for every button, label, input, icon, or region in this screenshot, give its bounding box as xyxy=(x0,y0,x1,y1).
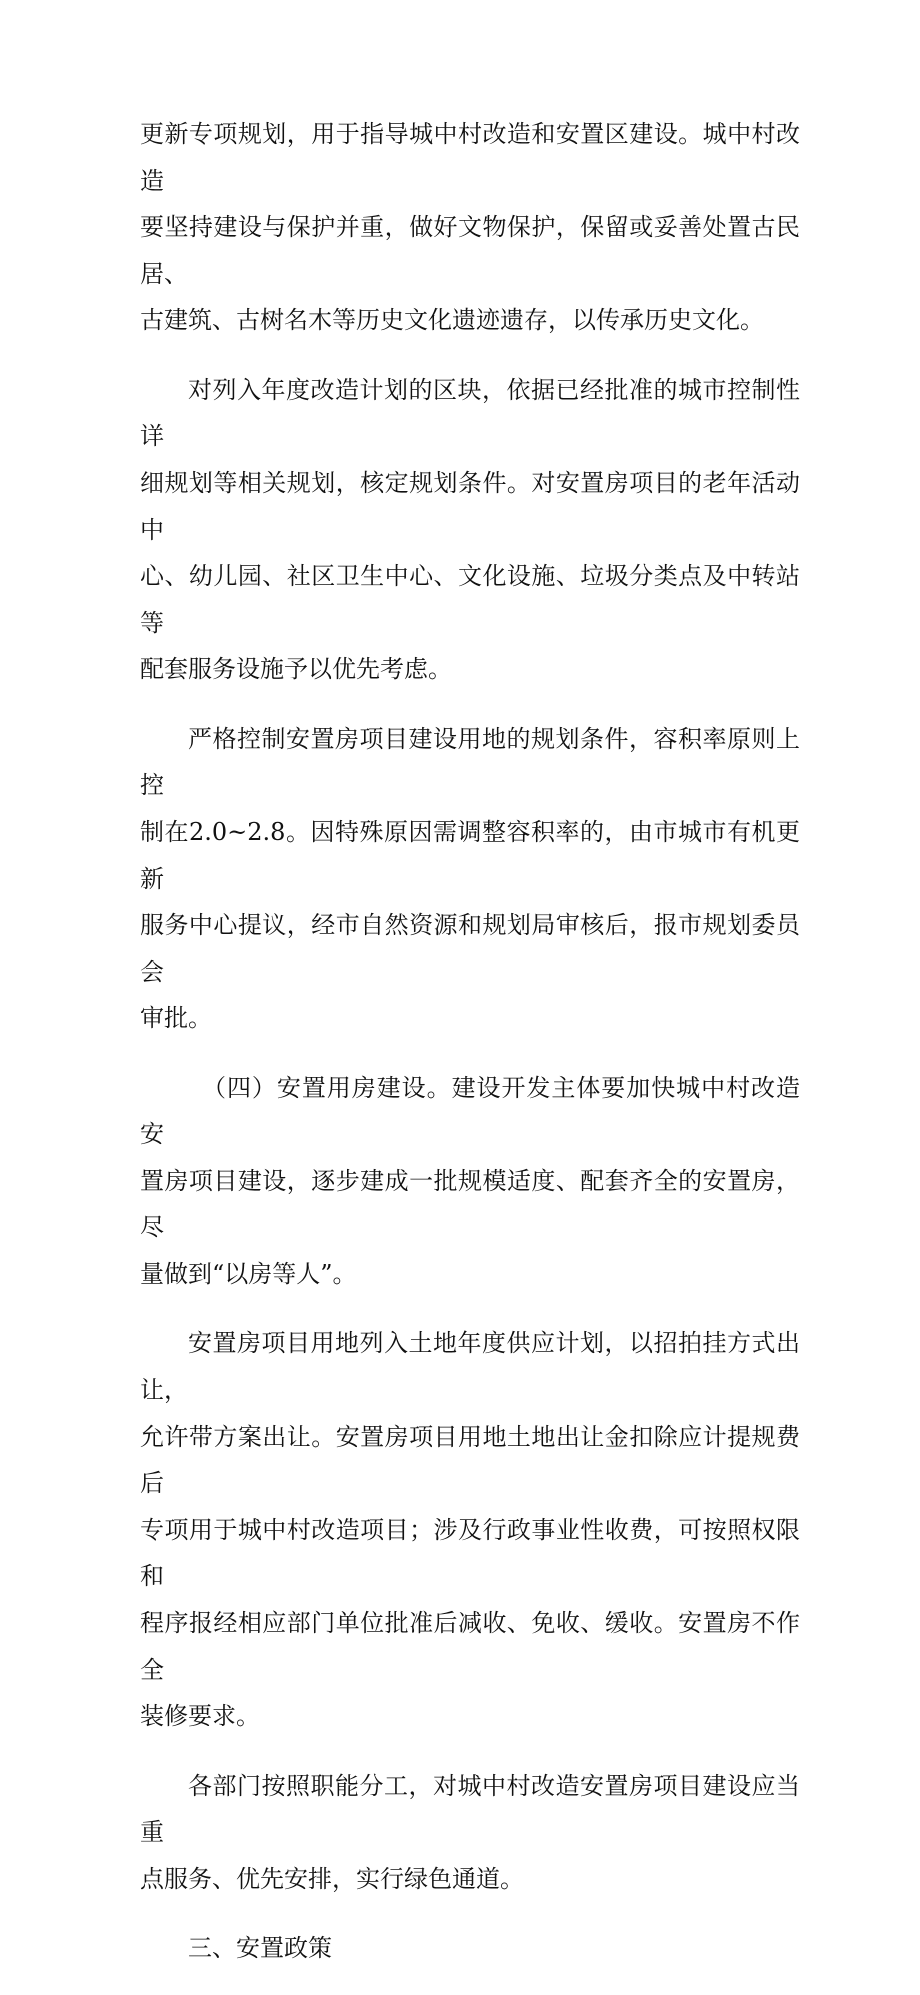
paragraph-department-services: 各部门按照职能分工，对城中村改造安置房项目建设应当重 点服务、优先安排，实行绿色通道。 xyxy=(140,1771,800,1893)
paragraph-planning-conditions: 对列入年度改造计划的区块，依据已经批准的城市控制性详 细规划等相关规划，核定规划条件。对安置房项目的老年活动中 心、幼儿园、社区卫生中心、文化设施、垃圾分类点及中转站等 配套服务设施予以优先考虑。 xyxy=(140,375,800,684)
paragraph-resettlement-housing-construction: （四）安置用房建设。建设开发主体要加快城中村改造安 置房项目建设，逐步建成一批规模适度、配套齐全的安置房，尽 量做到“以房等人”。 xyxy=(140,1073,800,1289)
section-heading-resettlement-policy: 三、安置政策 xyxy=(188,1934,332,1963)
paragraph-planning-continuation: 更新专项规划，用于指导城中村改造和安置区建设。城中村改造 要坚持建设与保护并重，做好文物保护，保留或妥善处置古民居、 古建筑、古树名木等历史文化遗迹遗存，以传承历史文化。 xyxy=(140,120,800,335)
paragraph-land-supply: 安置房项目用地列入土地年度供应计划，以招拍挂方式出让， 允许带方案出让。安置房项目用地土地出让金扣除应计提规费后 专项用于城中村改造项目；涉及行政事业性收费，可按照权限和 程序报经相应部门单位批准后减收、免收、缓收。安置房不作全 装修要求。 xyxy=(140,1329,800,1731)
paragraph-plot-ratio: 严格控制安置房项目建设用地的规划条件，容积率原则上控 制在2.0~2.8。因特殊原因需调整容积率的，由市城市有机更新 服务中心提议，经市自然资源和规划局审核后，报市规划委员会 审批。 xyxy=(140,724,800,1033)
document-body xyxy=(140,111,800,1995)
